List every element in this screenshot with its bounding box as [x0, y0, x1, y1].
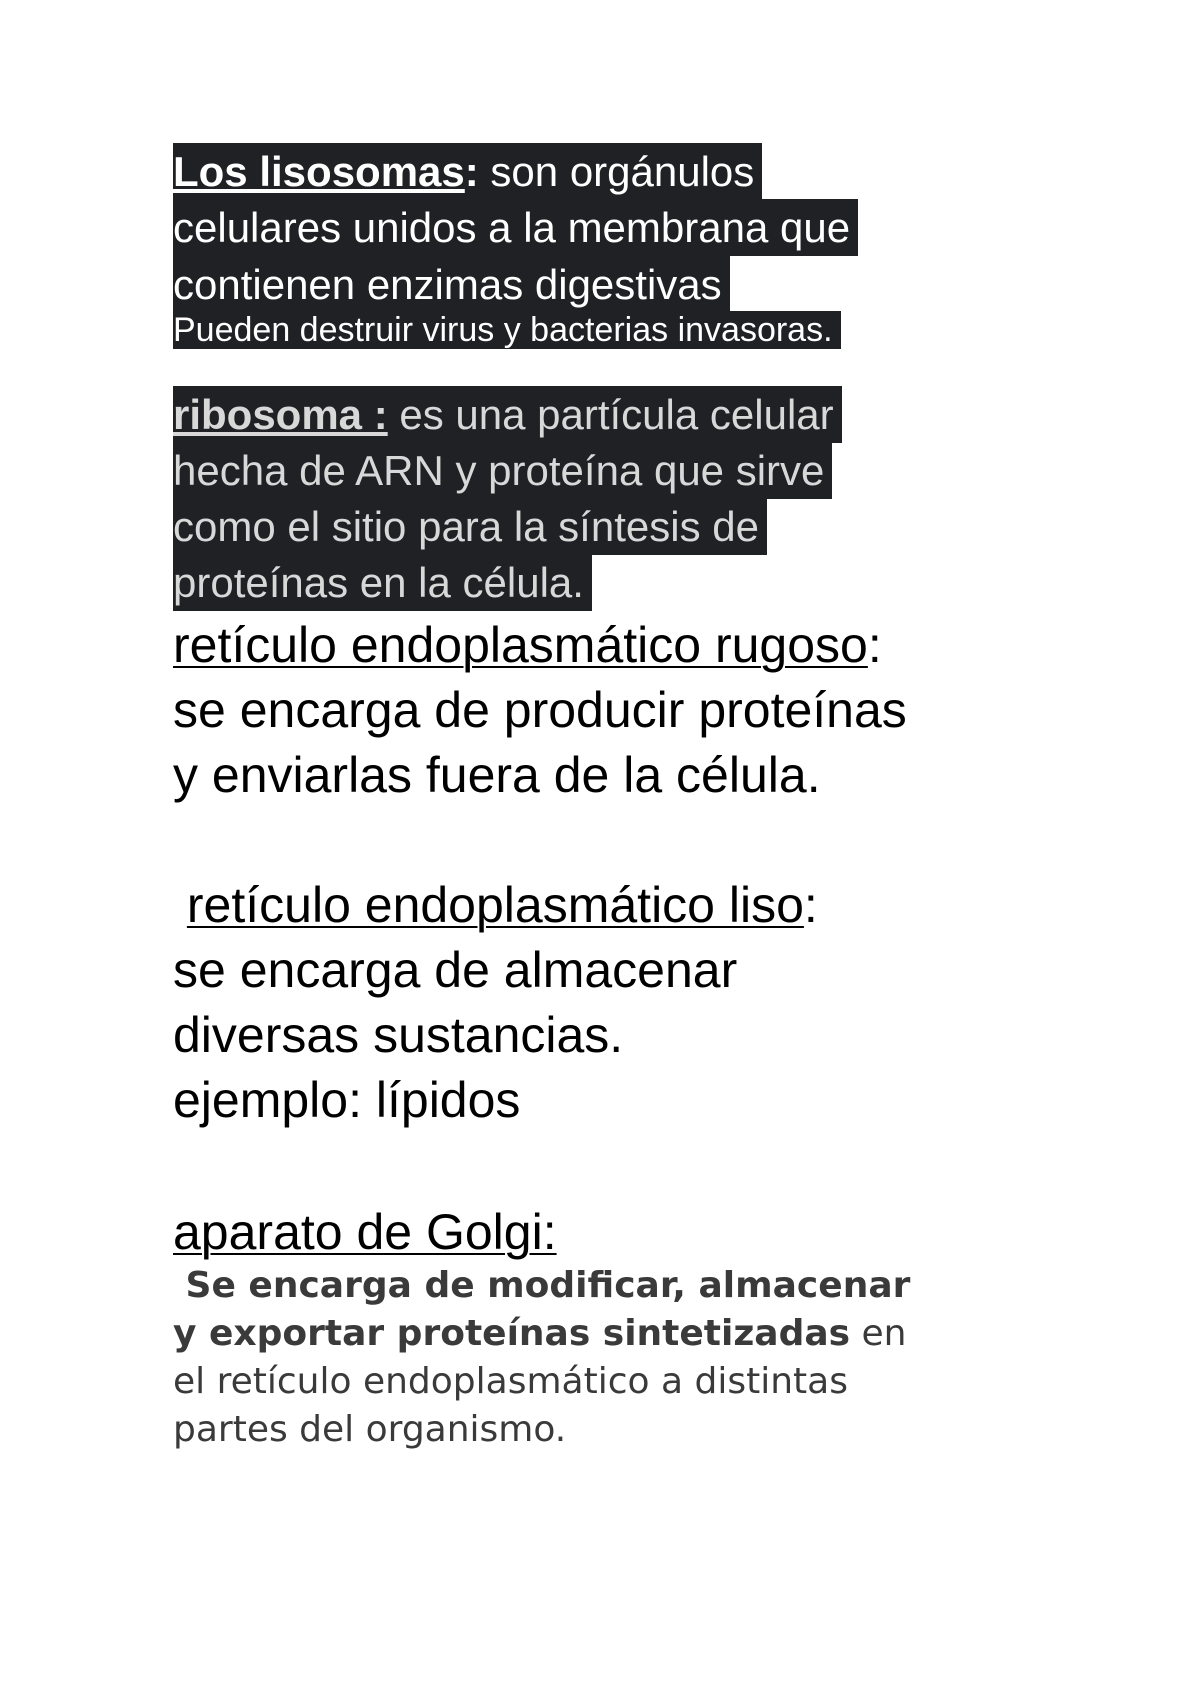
rel-line-3: diversas sustancias. — [173, 1007, 624, 1063]
lisosomas-term: Los lisosomas — [173, 148, 465, 195]
rel-section: retículo endoplasmático liso: se encarga de almacenar diversas sustancias. ejemplo: lípidos — [173, 873, 818, 1133]
rer-term: retículo endoplasmático rugoso — [173, 617, 868, 673]
ribosoma-line-4: proteínas en la célula. — [173, 554, 592, 611]
ribosoma-line-3: como el sitio para la síntesis de — [173, 498, 767, 555]
golgi-body: Se encarga de modificar, almacenar y exportar proteínas sintetizadas en el retículo endoplasmático a distintas partes del organismo. — [173, 1262, 910, 1454]
lisosomas-line-1: Los lisosomas: son orgánulos — [173, 143, 762, 200]
golgi-line-3: el retículo endoplasmático a distintas — [173, 1361, 848, 1402]
lisosomas-line-4: Pueden destruir virus y bacterias invasoras. — [173, 311, 841, 349]
lisosomas-line-3: contienen enzimas digestivas — [173, 256, 730, 313]
ribosoma-line-1: ribosoma : es una partícula celular — [173, 386, 842, 443]
rer-line-3: y enviarlas fuera de la célula. — [173, 747, 821, 803]
golgi-bold-line-2: y exportar proteínas sintetizadas — [173, 1313, 851, 1354]
rel-term: retículo endoplasmático liso — [186, 877, 804, 933]
rer-line-2: se encarga de producir proteínas — [173, 682, 907, 738]
ribosoma-line-2: hecha de ARN y proteína que sirve — [173, 442, 832, 499]
rer-section: retículo endoplasmático rugoso: se encarga de producir proteínas y enviarlas fuera de la célula. — [173, 613, 907, 808]
ribosoma-term: ribosoma : — [173, 391, 388, 438]
golgi-term: aparato de Golgi: — [173, 1204, 557, 1260]
golgi-title — [173, 1200, 557, 1265]
golgi-line-4: partes del organismo. — [173, 1409, 567, 1450]
golgi-bold-line-1: Se encarga de modificar, almacenar — [173, 1265, 911, 1306]
rel-line-4: ejemplo: lípidos — [173, 1072, 521, 1128]
rel-line-2: se encarga de almacenar — [173, 942, 738, 998]
lisosomas-line-2: celulares unidos a la membrana que — [173, 199, 858, 256]
